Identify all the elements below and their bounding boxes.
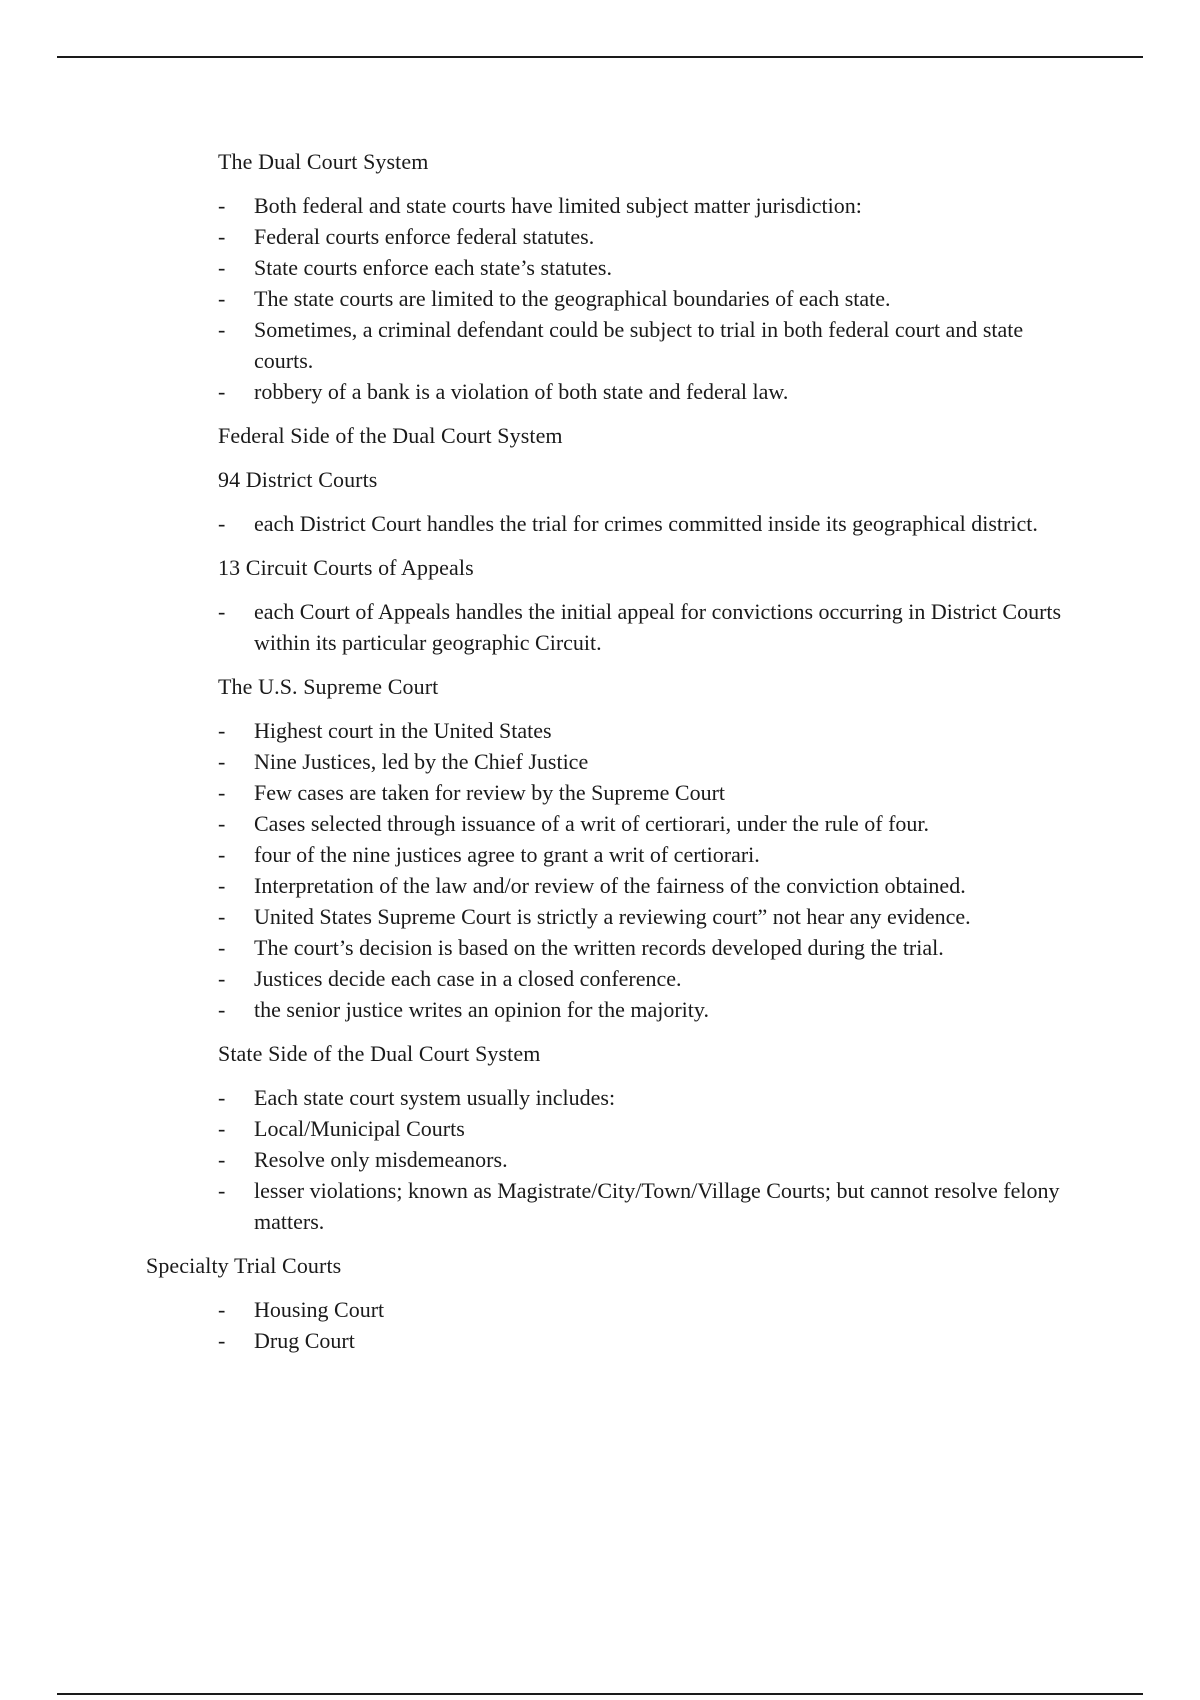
list-item — [0, 1082, 1200, 1113]
list-item — [0, 901, 1200, 932]
list-item — [0, 839, 1200, 870]
list-item — [0, 963, 1200, 994]
list-item-text: Each state court system usually includes: — [254, 1085, 616, 1110]
list-item-text: Housing Court — [254, 1297, 385, 1322]
list-item — [0, 994, 1200, 1025]
list-item — [0, 221, 1200, 252]
bullet-dash: - — [218, 255, 226, 280]
list-item — [0, 596, 1200, 658]
bullet-dash: - — [218, 873, 226, 898]
list-item-text: The court’s decision is based on the written records developed during the trial. — [254, 935, 944, 960]
bullet-dash: - — [218, 811, 226, 836]
list-item-text: robbery of a bank is a violation of both state and federal law. — [254, 379, 789, 404]
list-item — [0, 1294, 1200, 1325]
bullet-list — [0, 715, 1200, 1025]
header-rule — [57, 56, 1143, 58]
bullet-dash: - — [218, 904, 226, 929]
list-item — [0, 508, 1200, 539]
bullet-list — [0, 1294, 1200, 1356]
list-item — [0, 715, 1200, 746]
bullet-dash: - — [218, 935, 226, 960]
list-item-text: Sometimes, a criminal defendant could be subject to trial in both federal court and state courts. — [254, 317, 1024, 373]
section-heading: Specialty Trial Courts — [146, 1253, 342, 1278]
list-item-text: Local/Municipal Courts — [254, 1116, 465, 1141]
bullet-dash: - — [218, 997, 226, 1022]
list-item — [0, 746, 1200, 777]
list-item-text: Cases selected through issuance of a writ of certiorari, under the rule of four. — [254, 811, 930, 836]
list-item-text: Interpretation of the law and/or review of the fairness of the conviction obtained. — [254, 873, 966, 898]
section-heading: State Side of the Dual Court System — [218, 1041, 541, 1066]
bullet-dash: - — [218, 379, 226, 404]
list-item-text: lesser violations; known as Magistrate/City/Town/Village Courts; but cannot resolve felony matters. — [254, 1178, 1060, 1234]
list-item-text: Both federal and state courts have limited subject matter jurisdiction: — [254, 193, 862, 218]
bullet-dash: - — [218, 511, 226, 536]
list-item — [0, 1113, 1200, 1144]
bullet-dash: - — [218, 286, 226, 311]
list-item-text: Resolve only misdemeanors. — [254, 1147, 508, 1172]
list-item-text: Nine Justices, led by the Chief Justice — [254, 749, 589, 774]
list-item — [0, 870, 1200, 901]
list-item-text: United States Supreme Court is strictly a reviewing court” not hear any evidence. — [254, 904, 971, 929]
bullet-list — [0, 190, 1200, 407]
bullet-dash: - — [218, 599, 226, 624]
list-item — [0, 376, 1200, 407]
bullet-dash: - — [218, 1116, 226, 1141]
list-item-text: Justices decide each case in a closed conference. — [254, 966, 682, 991]
bullet-dash: - — [218, 224, 226, 249]
list-item-text: State courts enforce each state’s statutes. — [254, 255, 612, 280]
section-heading: The Dual Court System — [218, 149, 429, 174]
section-heading: Federal Side of the Dual Court System — [218, 423, 563, 448]
bullet-dash: - — [218, 718, 226, 743]
list-item-text: each Court of Appeals handles the initial appeal for convictions occurring in District Courts within its particular geographic Circuit. — [254, 599, 1062, 655]
bullet-dash: - — [218, 1178, 226, 1203]
section-heading: 94 District Courts — [218, 467, 378, 492]
bullet-dash: - — [218, 966, 226, 991]
bullet-dash: - — [218, 193, 226, 218]
bullet-list — [0, 508, 1200, 539]
list-item — [0, 252, 1200, 283]
list-item — [0, 932, 1200, 963]
list-item — [0, 283, 1200, 314]
footer-rule — [57, 1693, 1143, 1695]
list-item-text: each District Court handles the trial for crimes committed inside its geographical district. — [254, 511, 1038, 536]
bullet-dash: - — [218, 1147, 226, 1172]
list-item — [0, 808, 1200, 839]
bullet-list — [0, 596, 1200, 658]
bullet-dash: - — [218, 1085, 226, 1110]
list-item — [0, 1144, 1200, 1175]
list-item-text: Federal courts enforce federal statutes. — [254, 224, 595, 249]
bullet-list — [0, 1082, 1200, 1237]
list-item-text: Few cases are taken for review by the Supreme Court — [254, 780, 726, 805]
list-item — [0, 190, 1200, 221]
list-item-text: the senior justice writes an opinion for the majority. — [254, 997, 709, 1022]
section-heading: 13 Circuit Courts of Appeals — [218, 555, 474, 580]
bullet-dash: - — [218, 749, 226, 774]
list-item-text: four of the nine justices agree to grant a writ of certiorari. — [254, 842, 760, 867]
bullet-dash: - — [218, 317, 226, 342]
list-item — [0, 1325, 1200, 1356]
list-item-text: Drug Court — [254, 1328, 355, 1353]
list-item-text: The state courts are limited to the geographical boundaries of each state. — [254, 286, 891, 311]
bullet-dash: - — [218, 780, 226, 805]
section-heading: The U.S. Supreme Court — [218, 674, 439, 699]
document-body — [0, 146, 1200, 1369]
bullet-dash: - — [218, 1297, 226, 1322]
list-item — [0, 777, 1200, 808]
bullet-dash: - — [218, 1328, 226, 1353]
list-item — [0, 1175, 1200, 1237]
list-item — [0, 314, 1200, 376]
list-item-text: Highest court in the United States — [254, 718, 552, 743]
bullet-dash: - — [218, 842, 226, 867]
